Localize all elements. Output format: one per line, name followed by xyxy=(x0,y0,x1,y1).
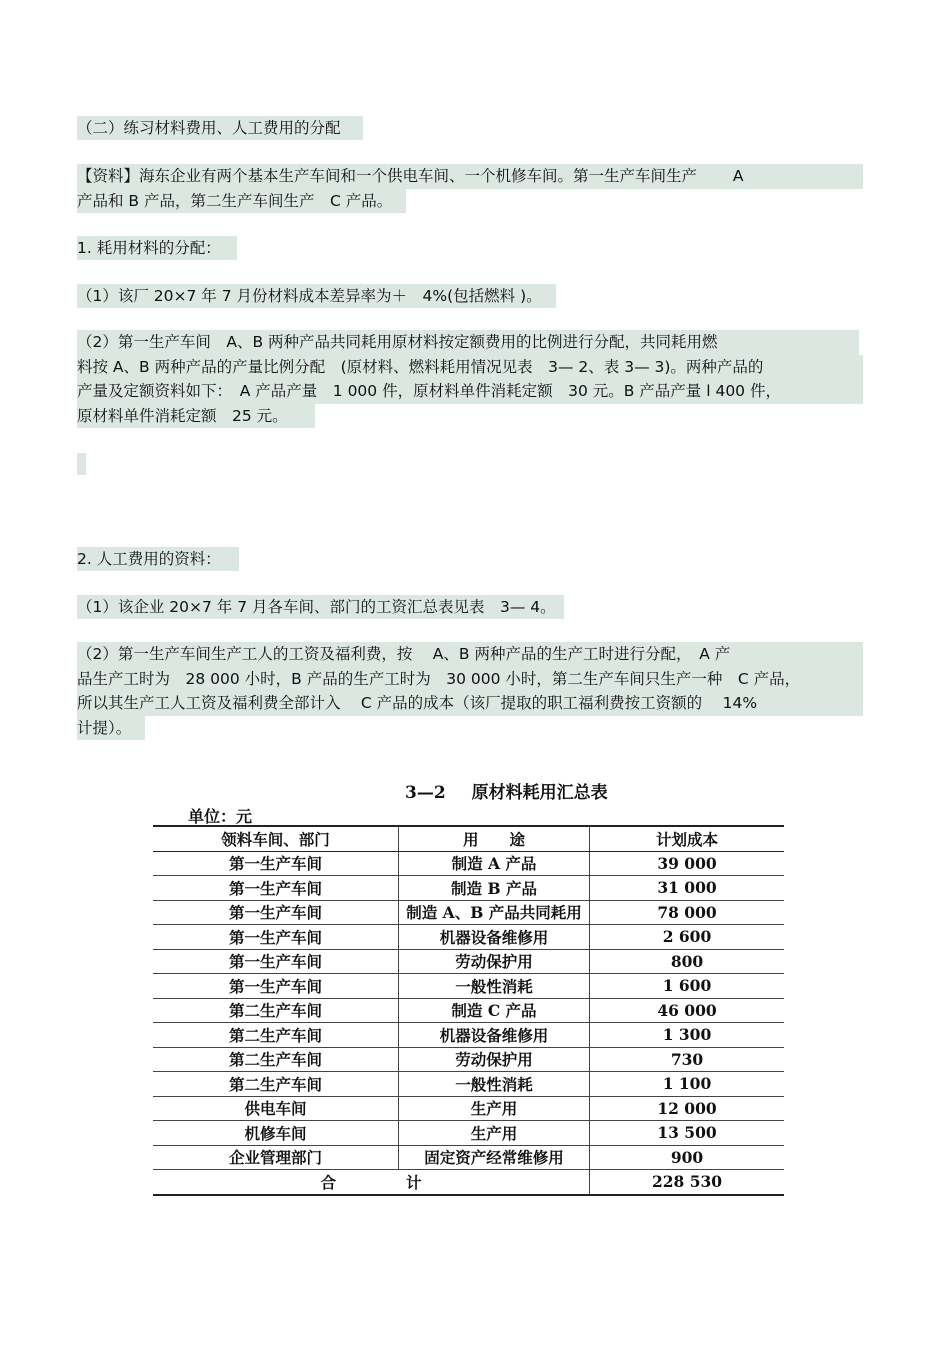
cell-cost: 46 000 xyxy=(590,998,785,1023)
table-row xyxy=(153,900,784,925)
cell-cost: 1 600 xyxy=(590,974,785,999)
material-allocation-paragraph xyxy=(77,330,865,428)
labor-allocation-line-4: 计提）。 xyxy=(77,716,145,741)
material-allocation-line-1: （2）第一生产车间 A、B 两种产品共同耗用原材料按定额费用的比例进行分配，共同耗用燃 xyxy=(77,330,859,355)
table-unit: 单位：元 xyxy=(188,807,253,826)
table-row xyxy=(153,1121,784,1146)
material-section-heading-text: 1. 耗用材料的分配： xyxy=(77,236,237,260)
cell-usage: 一般性消耗 xyxy=(399,1072,590,1097)
empty-highlight-marker xyxy=(77,453,86,475)
labor-allocation-line-3: 所以其生产工人工资及福利费全部计入 C 产品的成本（该厂提取的职工福利费按工资额的 14% xyxy=(77,691,863,716)
table-row xyxy=(153,998,784,1023)
table-row xyxy=(153,1145,784,1170)
cell-usage: 劳动保护用 xyxy=(399,949,590,974)
section-title xyxy=(77,116,363,140)
total-value-cell: 228 530 xyxy=(590,1170,785,1195)
table-row xyxy=(153,1072,784,1097)
cell-usage: 生产用 xyxy=(399,1096,590,1121)
table-row xyxy=(153,1096,784,1121)
labor-section-heading-text: 2. 人工费用的资料： xyxy=(77,547,239,571)
cell-usage: 固定资产经常维修用 xyxy=(399,1145,590,1170)
cell-cost: 78 000 xyxy=(590,900,785,925)
cell-cost: 1 300 xyxy=(590,1023,785,1048)
cell-department: 机修车间 xyxy=(153,1121,399,1146)
cell-department: 第二生产车间 xyxy=(153,1072,399,1097)
cell-cost: 1 100 xyxy=(590,1072,785,1097)
material-section-heading xyxy=(77,236,237,260)
cell-department: 第二生产车间 xyxy=(153,998,399,1023)
table-total-row xyxy=(153,1170,784,1195)
cell-cost: 730 xyxy=(590,1047,785,1072)
cell-department: 供电车间 xyxy=(153,1096,399,1121)
labor-allocation-paragraph xyxy=(77,642,865,740)
material-variance-paragraph xyxy=(77,284,556,308)
payroll-summary-paragraph xyxy=(77,595,564,619)
cell-cost: 12 000 xyxy=(590,1096,785,1121)
cell-usage: 机器设备维修用 xyxy=(399,1023,590,1048)
cell-cost: 800 xyxy=(590,949,785,974)
payroll-summary-text: （1）该企业 20×7 年 7 月各车间、部门的工资汇总表见表 3— 4。 xyxy=(77,595,564,619)
resource-line-2: 产品和 B 产品，第二生产车间生产 C 产品。 xyxy=(77,189,406,214)
cell-cost: 39 000 xyxy=(590,851,785,876)
labor-allocation-line-2: 品生产工时为 28 000 小时，B 产品的生产工时为 30 000 小时，第二生产车间只生产一种 C 产品， xyxy=(77,667,863,692)
section-title-text: （二）练习材料费用、人工费用的分配 xyxy=(77,116,363,140)
table-row xyxy=(153,974,784,999)
table-number: 3—2 xyxy=(405,783,446,803)
cell-cost: 13 500 xyxy=(590,1121,785,1146)
table-name: 原材料耗用汇总表 xyxy=(471,783,608,803)
cell-usage: 制造 C 产品 xyxy=(399,998,590,1023)
table-title xyxy=(405,778,608,803)
table-row xyxy=(153,925,784,950)
cell-usage: 一般性消耗 xyxy=(399,974,590,999)
resource-line-1: 【资料】海东企业有两个基本生产车间和一个供电车间、一个机修车间。第一生产车间生产 A xyxy=(77,164,863,189)
material-allocation-line-2: 料按 A、B 两种产品的产量比例分配 (原材料、燃料耗用情况见表 3— 2、表 3— 3)。两种产品的 xyxy=(77,355,863,380)
labor-section-heading xyxy=(77,547,239,571)
table-row xyxy=(153,1023,784,1048)
cell-usage: 机器设备维修用 xyxy=(399,925,590,950)
cell-cost: 31 000 xyxy=(590,876,785,901)
table-row xyxy=(153,949,784,974)
cell-department: 第二生产车间 xyxy=(153,1023,399,1048)
cell-usage: 生产用 xyxy=(399,1121,590,1146)
labor-allocation-line-1: （2）第一生产车间生产工人的工资及福利费，按 A、B 两种产品的生产工时进行分配， A 产 xyxy=(77,642,863,667)
material-allocation-line-4: 原材料单件消耗定额 25 元。 xyxy=(77,404,315,429)
cell-department: 第一生产车间 xyxy=(153,876,399,901)
header-usage: 用 途 xyxy=(399,826,590,851)
cell-usage: 制造 A 产品 xyxy=(399,851,590,876)
cell-cost: 900 xyxy=(590,1145,785,1170)
material-variance-text: （1）该厂 20×7 年 7 月份材料成本差异率为＋ 4%(包括燃料 )。 xyxy=(77,284,556,308)
header-planned-cost: 计划成本 xyxy=(590,826,785,851)
cell-department: 企业管理部门 xyxy=(153,1145,399,1170)
material-cost-table xyxy=(153,825,784,1196)
table-row xyxy=(153,876,784,901)
resource-paragraph xyxy=(77,164,865,213)
table-header-row xyxy=(153,826,784,851)
total-label-ji: 计 xyxy=(406,1172,422,1192)
total-label-he: 合 xyxy=(320,1172,336,1192)
cell-department: 第一生产车间 xyxy=(153,974,399,999)
cell-usage: 制造 A、B 产品共同耗用 xyxy=(399,900,590,925)
material-allocation-line-3: 产量及定额资料如下： A 产品产量 1 000 件，原材料单件消耗定额 30 元。B 产品产量 l 400 件， xyxy=(77,379,863,404)
cell-department: 第一生产车间 xyxy=(153,949,399,974)
cell-usage: 制造 B 产品 xyxy=(399,876,590,901)
total-label-cell xyxy=(153,1170,590,1195)
cell-department: 第二生产车间 xyxy=(153,1047,399,1072)
cell-usage: 劳动保护用 xyxy=(399,1047,590,1072)
table-row xyxy=(153,851,784,876)
cell-department: 第一生产车间 xyxy=(153,851,399,876)
cell-department: 第一生产车间 xyxy=(153,925,399,950)
cell-cost: 2 600 xyxy=(590,925,785,950)
table-row xyxy=(153,1047,784,1072)
header-department: 领料车间、部门 xyxy=(153,826,399,851)
cell-department: 第一生产车间 xyxy=(153,900,399,925)
